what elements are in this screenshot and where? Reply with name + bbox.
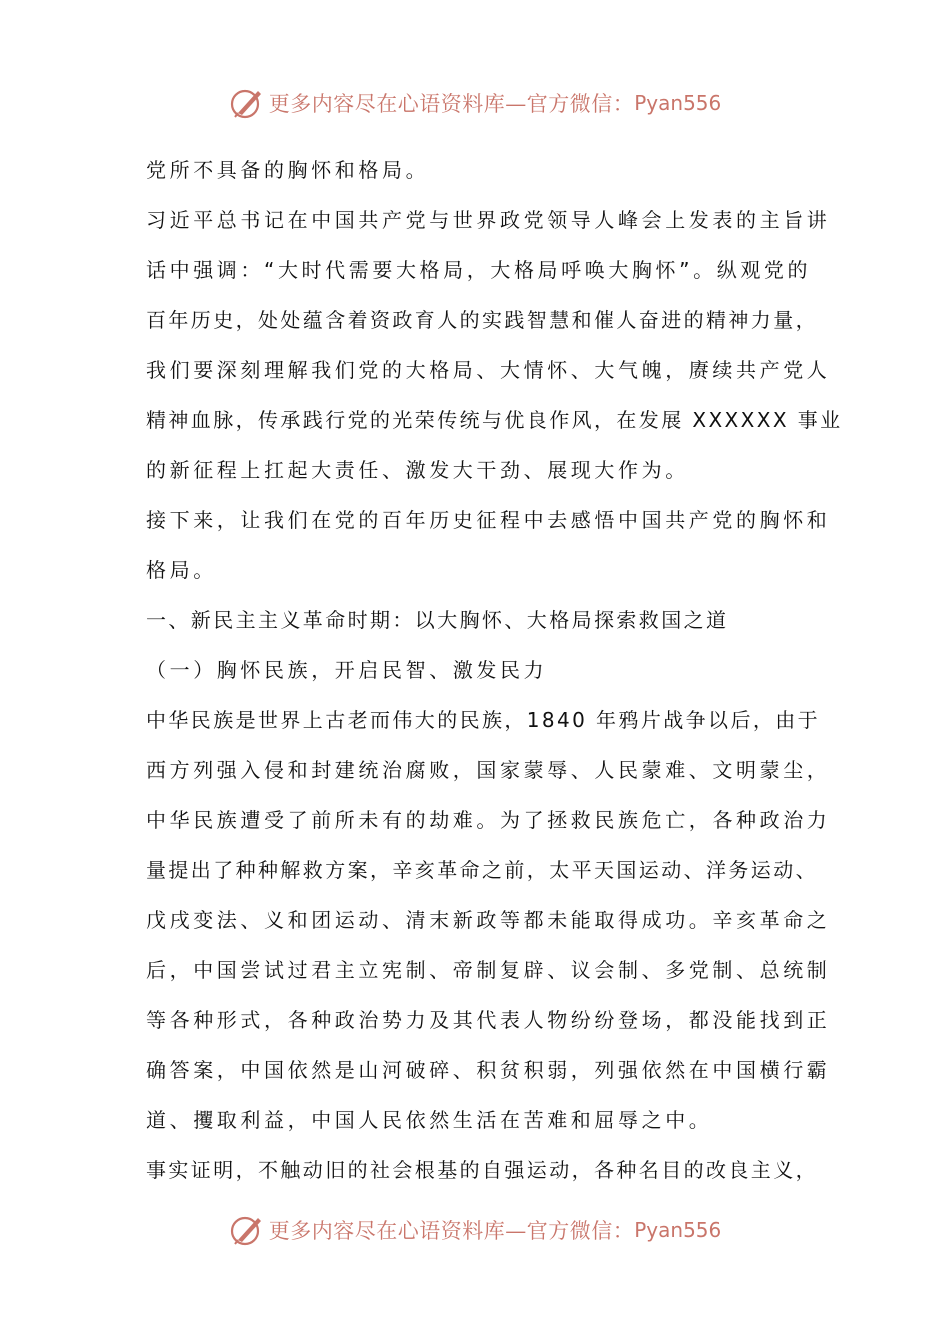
text-line: 中华民族是世界上古老而伟大的民族，1840 年鸦片战争以后，由于: [146, 708, 821, 732]
watermark-text: 更多内容尽在心语资料库—官方微信：: [268, 92, 635, 116]
watermark-footer: [0, 1213, 950, 1247]
text-line: 我们要深刻理解我们党的大格局、大情怀、大气魄，赓续共产党人: [146, 358, 831, 382]
text-line: 量提出了种种解救方案，辛亥革命之前，太平天国运动、洋务运动、: [146, 858, 818, 882]
text-line: 接下来，让我们在党的百年历史征程中去感悟中国共产党的胸怀和: [146, 508, 831, 532]
watermark-text: 更多内容尽在心语资料库—官方微信：: [268, 1219, 635, 1243]
watermark-header: [0, 86, 950, 120]
text-line: 格局。: [146, 558, 217, 582]
document-body: [146, 145, 843, 1195]
text-line: 西方列强入侵和封建统治腐败，国家蒙辱、人民蒙难、文明蒙尘，: [146, 758, 831, 782]
text-line: 等各种形式，各种政治势力及其代表人物纷纷登场，都没能找到正: [146, 1008, 831, 1032]
quill-pen-icon: [229, 86, 265, 120]
text-line: 话中强调：“大时代需要大格局，大格局呼唤大胸怀”。纵观党的: [146, 258, 812, 282]
text-line: 道、攫取利益，中国人民依然生活在苦难和屈辱之中。: [146, 1108, 713, 1132]
text-line: 精神血脉，传承践行党的光荣传统与优良作风，在发展 XXXXXX 事业: [146, 408, 843, 432]
text-line: 戊戌变法、义和团运动、清末新政等都未能取得成功。辛亥革命之: [146, 908, 831, 932]
watermark-wechat-id: Pyan556: [634, 1218, 722, 1242]
watermark-wechat-id: Pyan556: [634, 91, 722, 115]
text-line: 中华民族遭受了前所未有的劫难。为了拯救民族危亡，各种政治力: [146, 808, 831, 832]
text-line: 确答案，中国依然是山河破碎、积贫积弱，列强依然在中国横行霸: [146, 1058, 831, 1082]
text-line: 后，中国尝试过君主立宪制、帝制复辟、议会制、多党制、总统制: [146, 958, 831, 982]
text-line: 的新征程上扛起大责任、激发大干劲、展现大作为。: [146, 458, 689, 482]
text-line: 事实证明，不触动旧的社会根基的自强运动，各种名目的改良主义，: [146, 1158, 818, 1182]
subsection-heading: （一）胸怀民族，开启民智、激发民力: [146, 658, 548, 682]
text-line: 习近平总书记在中国共产党与世界政党领导人峰会上发表的主旨讲: [146, 208, 831, 232]
section-heading: 一、新民主主义革命时期：以大胸怀、大格局探索救国之道: [146, 608, 729, 632]
quill-pen-icon: [229, 1213, 265, 1247]
text-line: 党所不具备的胸怀和格局。: [146, 158, 430, 182]
text-line: 百年历史，处处蕴含着资政育人的实践智慧和催人奋进的精神力量，: [146, 308, 818, 332]
